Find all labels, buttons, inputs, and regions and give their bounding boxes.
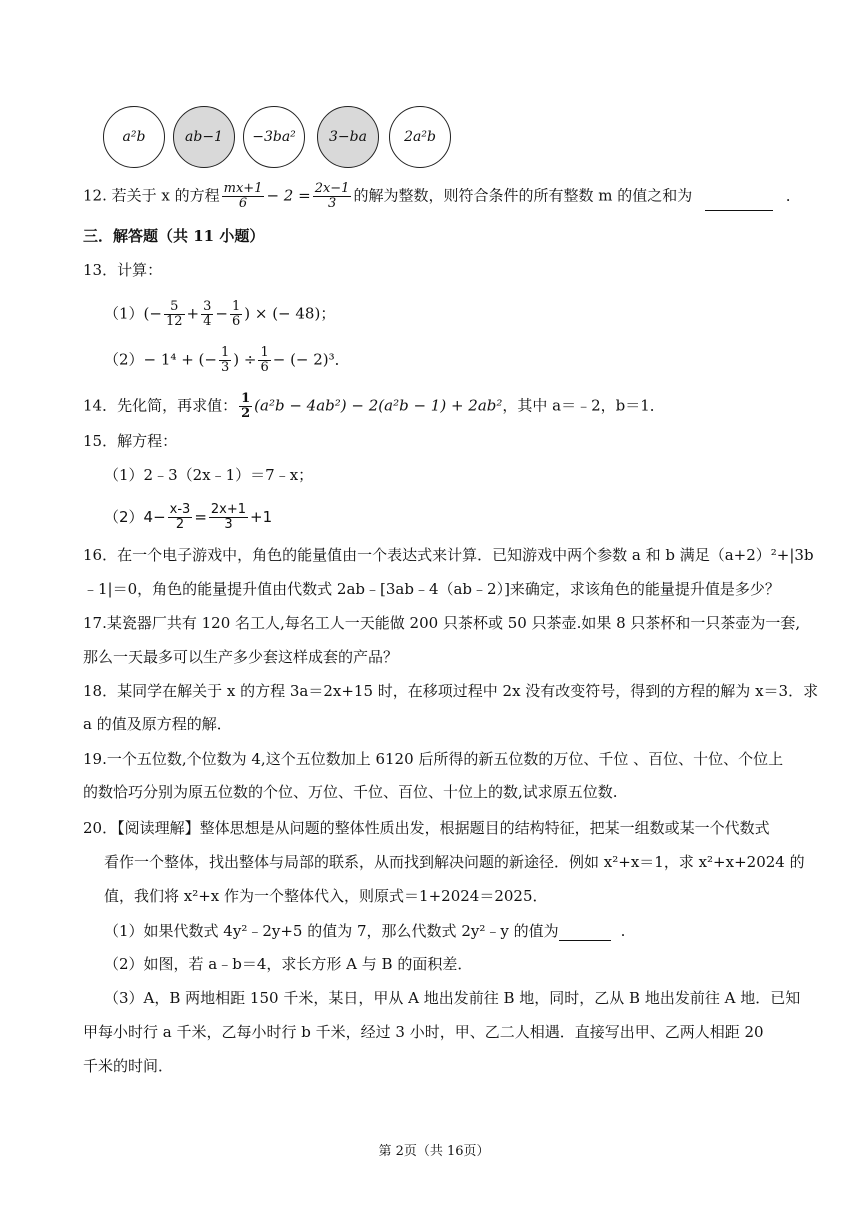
question-number: 15． (83, 432, 118, 450)
fraction (168, 503, 193, 532)
question-20-part-2: （2）如图，若 a﹣b＝4，求长方形 A 与 B 的面积差． (104, 955, 473, 973)
question-number: 12. (83, 186, 107, 205)
question-12 (83, 182, 791, 211)
question-19-line-2: 的数恰巧分别为原五位数的个位、万位、千位、百位、十位上的数,试求原五位数. (83, 783, 618, 801)
period: . (620, 922, 626, 940)
fraction (201, 300, 213, 329)
numerator: 2x+1 (210, 502, 247, 517)
question-14 (83, 392, 665, 421)
expr-part: + (186, 304, 200, 323)
answer-blank[interactable] (559, 920, 611, 941)
expression-circle (103, 106, 165, 168)
denominator: 2 (175, 517, 185, 532)
fraction (230, 300, 242, 329)
question-20-line-1: 20．【阅读理解】整体思想是从问题的整体性质出发，根据题目的结构特征，把某一组数或某一个代数式 (83, 819, 770, 837)
question-text: 若关于 x 的方程 (111, 186, 220, 205)
expr-part: − (− 2)³． (272, 350, 350, 369)
question-18-line-1: 18．某同学在解关于 x 的方程 3a＝2x+15 时，在移项过程中 2x 没有改变符号，得到的方程的解为 x＝3．求 (83, 682, 819, 700)
expr-part: (− (143, 304, 162, 323)
expr-part: +1 (250, 508, 273, 526)
expr-part: ) × (− 48)； (244, 304, 336, 323)
fraction (219, 346, 231, 375)
fraction (164, 300, 185, 329)
expr-part: （2）4− (104, 508, 166, 526)
expression-circle-shaded (317, 106, 379, 168)
expr-part: ) ÷ (233, 350, 257, 369)
answer-blank[interactable] (705, 190, 773, 211)
question-text: ，其中 a＝﹣2，b＝1． (502, 396, 665, 415)
part-label: （2） (104, 350, 144, 369)
circle-label: −3ba² (252, 129, 296, 145)
fraction (222, 182, 265, 211)
question-18-line-2: a 的值及原方程的解． (83, 715, 232, 733)
denominator: 3 (224, 517, 233, 532)
expression-circle (243, 106, 305, 168)
expression: (a²b − 4ab²) − 2(a²b − 1) + 2ab² (254, 396, 503, 415)
question-20-part-3-line-2: 甲每小时行 a 千米，乙每小时行 b 千米，经过 3 小时，甲、乙二人相遇．直接写出甲、乙两人相距 20 (83, 1023, 764, 1041)
denominator: 6 (231, 314, 241, 329)
expression-circle (389, 106, 451, 168)
period: . (785, 186, 791, 205)
numerator: mx+1 (223, 181, 263, 196)
expr-part: = (194, 508, 207, 526)
circle-label: 3−ba (329, 129, 367, 145)
question-text: 先化简，再求值： (117, 396, 238, 415)
denominator: 12 (165, 314, 183, 329)
question-16-line-2: ﹣1|＝0，角色的能量提升值由代数式 2ab﹣[3ab﹣4（ab﹣2）]来确定，求该角色的能量提升值是多少？ (83, 580, 780, 598)
numerator: 2x−1 (314, 181, 350, 196)
question-20-part-3-line-1: （3）A，B 两地相距 150 千米，某日，甲从 A 地出发前往 B 地，同时，乙从 B 地出发前往 A 地．已知 (104, 989, 801, 1007)
numerator: 1 (260, 345, 269, 360)
question-number: 13． (83, 261, 118, 279)
numerator: 3 (203, 299, 212, 314)
numerator: 1 (231, 299, 241, 314)
question-19-line-1: 19.一个五位数,个位数为 4,这个五位数加上 6120 后所得的新五位数的万位、千位 、百位、十位、个位上 (83, 750, 784, 768)
question-text: 解方程： (117, 432, 178, 450)
fraction (258, 346, 270, 375)
numerator: 1 (241, 391, 251, 406)
circle-label: ab−1 (185, 129, 223, 145)
denominator: 3 (220, 360, 230, 375)
question-17-line-2: 那么一天最多可以生产多少套这样成套的产品？ (83, 648, 399, 666)
denominator: 6 (238, 196, 248, 211)
question-16-line-1: 16．在一个电子游戏中，角色的能量值由一个表达式来计算．已知游戏中两个参数 a 和 b 满足（a+2）²+|3b (83, 546, 814, 564)
expr-part: − 1⁴ + (− (143, 350, 217, 369)
numerator: 1 (220, 345, 230, 360)
question-15-part-2 (104, 503, 272, 532)
circle-label: a²b (122, 129, 146, 145)
question-20-line-2: 看作一个整体，找出整体与局部的联系，从而找到解决问题的新途径．例如 x²+x＝1，求 x²+x+2024 的 (104, 853, 805, 871)
fraction (239, 392, 252, 421)
page-footer: 第 2页（共 16页） (378, 1144, 490, 1159)
denominator: 2 (241, 406, 251, 421)
question-text: 的解为整数，则符合条件的所有整数 m 的值之和为 (353, 186, 693, 205)
part-label: （1） (104, 304, 144, 323)
question-20-part-1 (104, 920, 625, 941)
question-15-part-1: （1）2﹣3（2x﹣1）＝7﹣x； (104, 466, 314, 484)
question-15 (83, 431, 177, 451)
part-text: （1）如果代数式 4y²﹣2y+5 的值为 7，那么代数式 2y²﹣y 的值为 (104, 922, 559, 940)
numerator: 5 (164, 300, 185, 315)
denominator: 4 (203, 314, 212, 329)
question-text: 计算： (117, 261, 163, 279)
denominator: 6 (260, 360, 269, 375)
question-17-line-1: 17.某瓷器厂共有 120 名工人,每名工人一天能做 200 只茶杯或 50 只茶壶.如果 8 只茶杯和一只茶壶为一套, (83, 614, 801, 632)
denominator: 3 (327, 196, 337, 211)
expression-circle-shaded (173, 106, 235, 168)
circle-label: 2a²b (404, 129, 436, 145)
numerator: x-3 (169, 502, 191, 517)
fraction (313, 182, 352, 211)
question-20-line-3: 值，我们将 x²+x 作为一个整体代入，则原式＝1+2024＝2025． (104, 887, 548, 905)
section-heading: 三．解答题（共 11 小题） (83, 227, 265, 245)
question-13-part-1 (104, 300, 335, 329)
expr-part: − (215, 304, 228, 323)
question-number: 14． (83, 396, 118, 415)
equation-part: − 2 = (266, 186, 311, 205)
question-13 (83, 260, 162, 280)
question-20-part-3-line-3: 千米的时间． (83, 1057, 174, 1075)
question-13-part-2 (104, 346, 350, 375)
fraction (209, 503, 248, 532)
